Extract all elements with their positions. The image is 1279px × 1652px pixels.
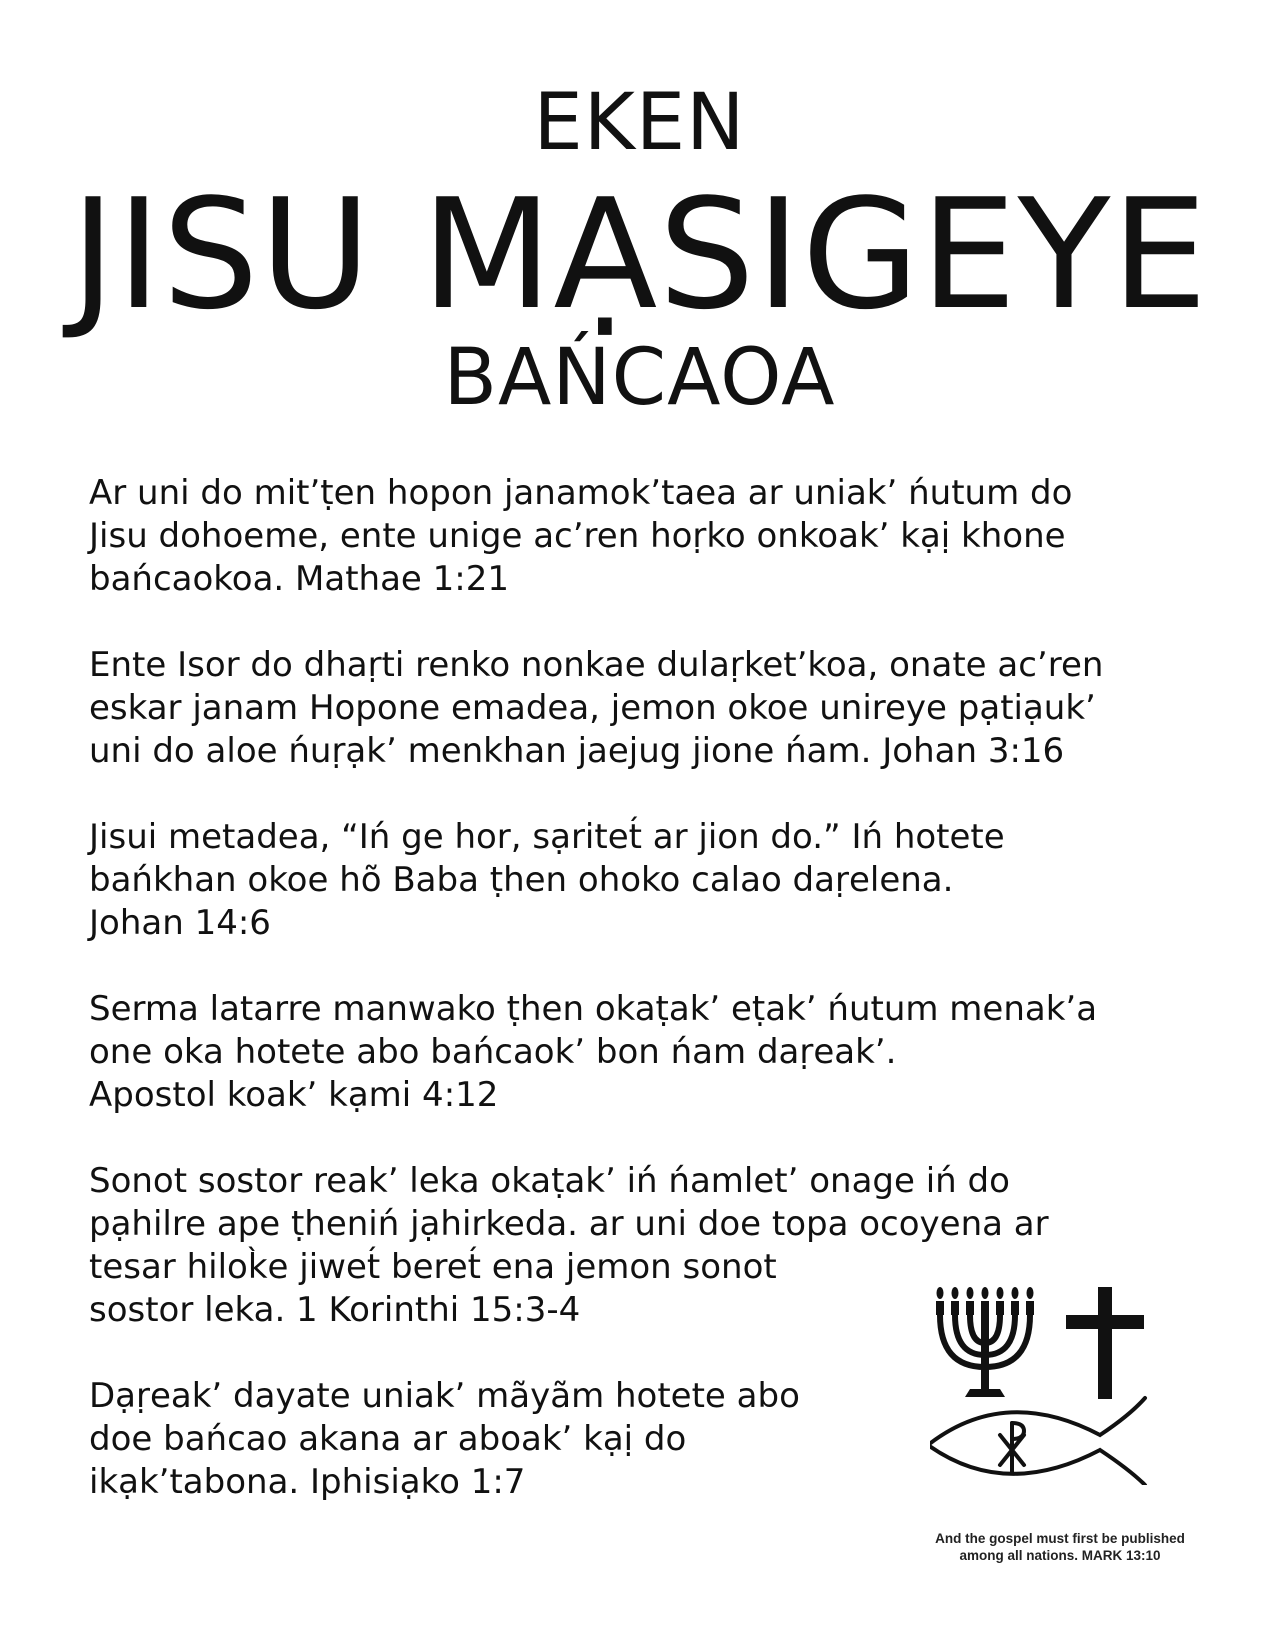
verse-line: Apostol koak’ kạmi 4:12 — [89, 1075, 499, 1115]
verse-paragraph — [89, 644, 1199, 773]
verse-line: tesar hilok̀e jiwet́ beret́ ena jemon sonot — [89, 1247, 777, 1287]
verse-line: eskar janam Hopone emadea, jemon okoe unireye pạtiạuk’ — [89, 688, 1096, 728]
ichthys-chi-rho-icon — [930, 1398, 1145, 1485]
verse-line: ikạk’tabona. Iphisiạko 1:7 — [89, 1462, 526, 1502]
verse-paragraph — [89, 816, 1199, 945]
title-line-2: JISU MẠSIGEYE — [70, 166, 1209, 343]
verse-line: Dạṛeak’ dayate uniak’ mãyãm hotete abo — [89, 1376, 800, 1416]
verse-line: one oka hotete abo bańcaok’ bon ńam daṛeak’. — [89, 1032, 897, 1072]
verse-paragraph — [89, 988, 1199, 1117]
title-line-1: EKEN — [533, 78, 746, 168]
verse-line: Ente Isor do dhaṛti renko nonkae dulaṛket’koa, onate ac’ren — [89, 645, 1104, 685]
verse-line: bańcaokoa. Mathae 1:21 — [89, 559, 509, 599]
verse-line: sostor leka. 1 Korinthi 15:3-4 — [89, 1290, 581, 1330]
caption-line-1: And the gospel must first be published — [935, 1531, 1185, 1546]
verse-line: pạhilre ape ṭheniń jạhirkeda. ar uni doe topa ocoyena ar — [89, 1204, 1049, 1244]
verse-line: bańkhan okoe hõ Baba ṭhen ohoko calao daṛelena. — [89, 860, 954, 900]
religious-symbols — [930, 1285, 1180, 1485]
caption-line-2: among all nations. MARK 13:10 — [959, 1548, 1161, 1563]
verse-line: Ar uni do mit’ṭen hopon janamok’taea ar uniak’ ńutum do — [89, 473, 1073, 513]
verse-line: Serma latarre manwako ṭhen okaṭak’ eṭak’ ńutum menak’a — [89, 989, 1098, 1029]
footer-caption — [900, 1530, 1220, 1564]
verse-line: doe bańcao akana ar aboak’ kạị do — [89, 1419, 687, 1459]
verse-line: Sonot sostor reak’ leka okaṭak’ iń ńamlet’ onage iń do — [89, 1161, 1010, 1201]
cross-icon — [1066, 1287, 1144, 1399]
title-line-3: BAŃCAOA — [443, 333, 836, 423]
verse-line: Jisu dohoeme, ente unige ac’ren hoṛko onkoak’ kạị khone — [89, 516, 1066, 556]
verse-line: Johan 14:6 — [89, 903, 271, 943]
verse-line: uni do aloe ńuṛạk’ menkhan jaejug jione ńam. Johan 3:16 — [89, 731, 1065, 771]
verse-line: Jisui metadea, “Iń ge hor, sạritet́ ar jion do.” Iń hotete — [89, 817, 1005, 857]
menorah-icon — [936, 1287, 1034, 1397]
verse-paragraph — [89, 472, 1199, 601]
